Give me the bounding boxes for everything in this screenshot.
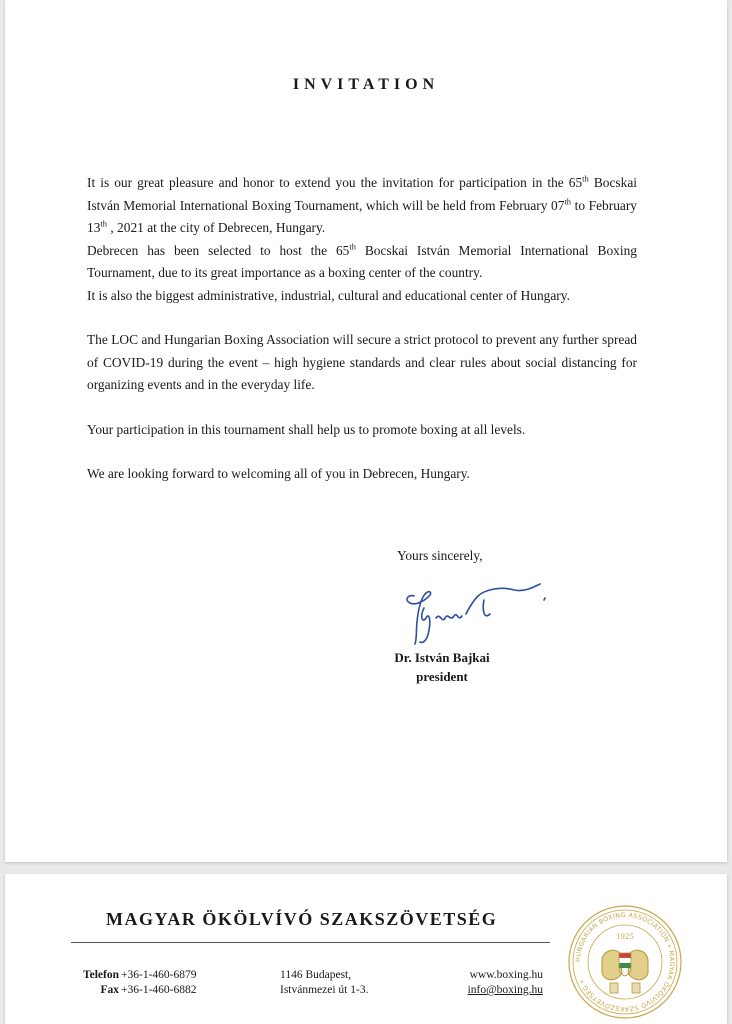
phone-label: Telefon: [83, 969, 119, 981]
seal-ring-text: HUNGARIAN BOXING ASSOCIATION • MAGYAR ÖKÖLVÍVÓ SZAKSZÖVETSÉG •: [574, 911, 676, 1013]
paragraph-covid: The LOC and Hungarian Boxing Association will secure a strict protocol to prevent any further spread of COVID-19 during the event – high hygiene standards and clear rules about social distancing for organizing events and in the everyday life.: [87, 332, 637, 392]
fax-number: +36-1-460-6882: [121, 984, 197, 996]
association-seal-icon: [566, 903, 684, 1021]
paragraph-host-city: Debrecen has been selected to host the 65th Bocskai István Memorial International Boxing Tournament, due to its great importance as a boxing center of the country.: [87, 241, 637, 280]
paragraph-invitation: It is our great pleasure and honor to extend you the invitation for participation in the 65th Bocskai István Memorial International Boxing Tournament, which will be held from February 07th to February 13th , 2021 at the city of Debrecen, Hungary.: [87, 173, 637, 235]
signer-block: [392, 648, 492, 686]
closing-text: Yours sincerely,: [397, 548, 483, 563]
organization-name: MAGYAR ÖKÖLVÍVÓ SZAKSZÖVETSÉG: [106, 909, 498, 929]
letter-body: [87, 172, 637, 486]
paragraph-center: It is also the biggest administrative, industrial, cultural and educational center of Hungary.: [87, 287, 570, 303]
footer-divider: [71, 942, 550, 943]
signer-title: president: [416, 669, 468, 684]
letter-title: INVITATION: [292, 76, 440, 93]
address-line-2: Istvánmezei út 1-3.: [280, 984, 369, 996]
paragraph-participation: Your participation in this tournament shall help us to promote boxing at all levels.: [87, 421, 526, 437]
signer-name: Dr. István Bajkai: [394, 650, 490, 665]
paragraph-welcome: We are looking forward to welcoming all of you in Debrecen, Hungary.: [87, 466, 470, 481]
fax-label: Fax: [100, 984, 119, 996]
email-link[interactable]: info@boxing.hu: [467, 984, 543, 996]
signature-graphic: [400, 578, 560, 650]
website-link[interactable]: www.boxing.hu: [469, 969, 543, 981]
seal-year: 1925: [616, 933, 634, 941]
web-block: [450, 968, 543, 998]
address-block: [280, 968, 368, 998]
contact-block: [73, 968, 196, 998]
address-line-1: 1146 Budapest,: [280, 969, 352, 981]
phone-number: +36-1-460-6879: [121, 969, 197, 981]
